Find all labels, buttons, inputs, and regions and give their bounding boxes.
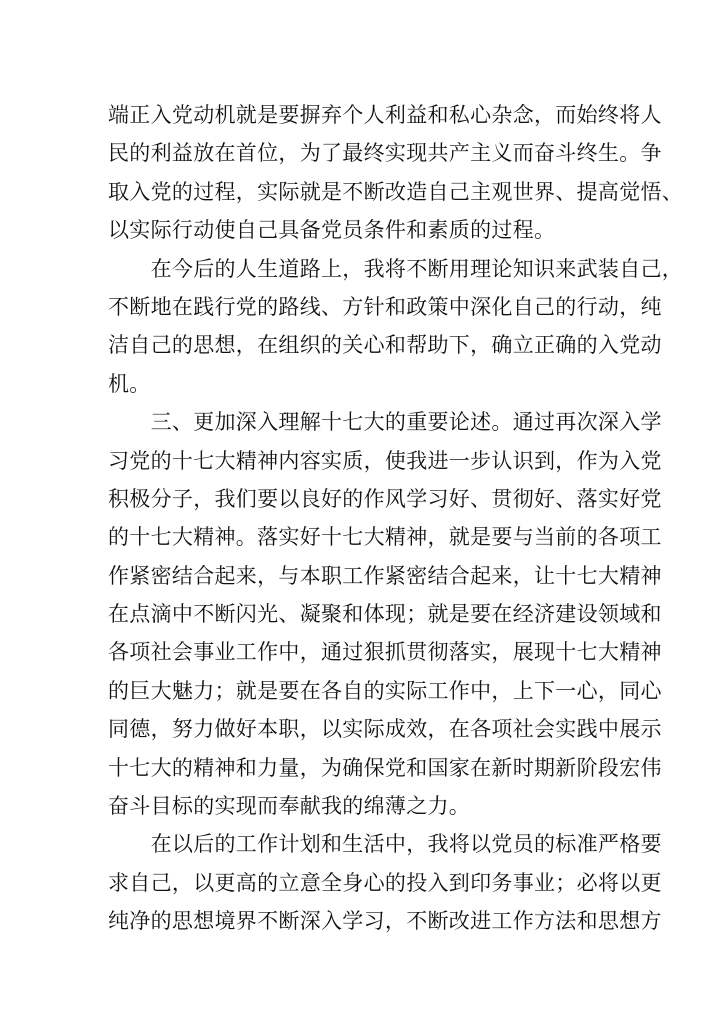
- text-line: 以实际行动使自己具备党员条件和素质的过程。: [108, 218, 556, 243]
- text-line: 在今后的人生道路上，我将不断用理论知识来武装自己，: [108, 256, 684, 281]
- text-line: 不断地在践行党的路线、方针和政策中深化自己的行动，纯: [108, 294, 662, 319]
- body-text: [108, 96, 684, 941]
- text-line: 民的利益放在首位，为了最终实现共产主义而奋斗终生。争: [108, 141, 662, 166]
- text-line: 作紧密结合起来，与本职工作紧密结合起来，让十七大精神: [108, 563, 662, 588]
- text-line: 取入党的过程，实际就是不断改造自己主观世界、提高觉悟、: [108, 179, 684, 204]
- text-line: 在点滴中不断闪光、凝聚和体现；就是要在经济建设领域和: [108, 602, 662, 627]
- paragraph-1: [108, 96, 684, 250]
- text-line: 机。: [108, 371, 151, 396]
- text-line: 习党的十七大精神内容实质，使我进一步认识到，作为入党: [108, 448, 662, 473]
- text-line: 洁自己的思想，在组织的关心和帮助下，确立正确的入党动: [108, 333, 662, 358]
- text-line: 的十七大精神。落实好十七大精神，就是要与当前的各项工: [108, 525, 662, 550]
- paragraph-2: [108, 250, 684, 404]
- text-line: 十七大的精神和力量，为确保党和国家在新时期新阶段宏伟: [108, 755, 662, 780]
- text-line: 纯净的思想境界不断深入学习，不断改进工作方法和思想方: [108, 909, 662, 934]
- text-line: 同德，努力做好本职，以实际成效，在各项社会实践中展示: [108, 717, 662, 742]
- paragraph-3: [108, 403, 662, 825]
- text-line: 在以后的工作计划和生活中，我将以党员的标准严格要: [108, 832, 662, 857]
- text-line: 求自己，以更高的立意全身心的投入到印务事业；必将以更: [108, 870, 662, 895]
- text-line: 端正入党动机就是要摒弃个人利益和私心杂念，而始终将人: [108, 103, 662, 127]
- text-line: 积极分子，我们要以良好的作风学习好、贯彻好、落实好党: [108, 486, 662, 511]
- text-line: 各项社会事业工作中，通过狠抓贯彻落实，展现十七大精神: [108, 640, 662, 665]
- paragraph-4: [108, 825, 662, 940]
- text-line: 的巨大魅力；就是要在各自的实际工作中，上下一心，同心: [108, 678, 662, 703]
- text-line: 奋斗目标的实现而奉献我的绵薄之力。: [108, 794, 471, 819]
- text-line: 三、更加深入理解十七大的重要论述。通过再次深入学: [108, 410, 662, 435]
